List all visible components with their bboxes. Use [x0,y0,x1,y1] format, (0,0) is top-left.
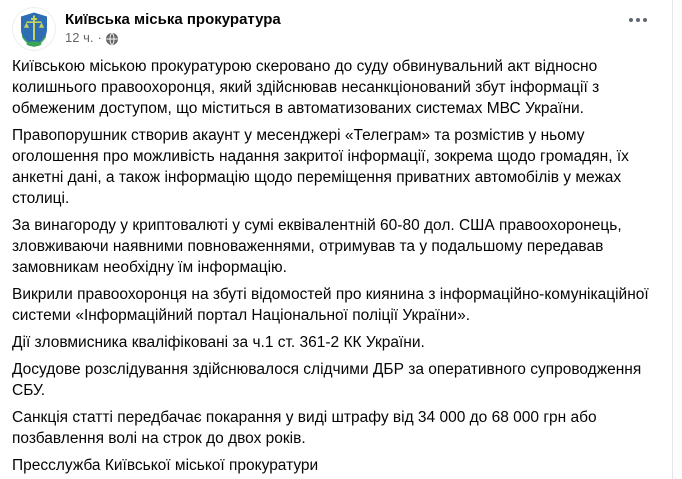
post-header [0,0,672,51]
meta-separator: · [97,30,102,45]
post-paragraph: Викрили правоохоронця на збуті відомостей про киянина з інформаційно-комунікаційної системи «Інформаційний портал Національної поліції України». [12,286,649,324]
post-meta [65,31,281,45]
ellipsis-icon [629,18,647,22]
post-paragraph: Санкція статті передбачає покарання у виді штрафу від 34 000 до 68 000 грн або позбавлення волі на строк до двох років. [12,409,597,447]
globe-icon [106,33,118,45]
post-paragraph: Правопорушник створив акаунт у месенджері «Телеграм» та розмістив у ньому оголошення про можливість надання закритої інформації, зокрема щодо громадян, їх анкетні дані, а також інформацію щодо переміщення приватних автомобілів у межах столиці. [12,127,629,207]
post-paragraph: Пресслужба Київської міської прокуратури [12,457,319,474]
post-menu-button[interactable] [625,12,651,28]
prosecutor-emblem-icon [12,7,56,51]
page-name-link[interactable]: Київська міська прокуратура [65,11,281,28]
post-paragraph: Досудове розслідування здійснювалося слідчими ДБР за оперативного супроводження СБУ. [12,361,642,399]
post-paragraph: Дії зловмисника кваліфіковані за ч.1 ст. 361-2 КК України. [12,334,425,351]
avatar[interactable] [12,7,56,51]
post-header-text [65,7,281,51]
post-paragraph: За винагороду у криптовалюті у сумі еквівалентній 60-80 дол. США правоохоронець, зловживаючи наявними повноваженнями, отримував та у подальшому передавав замовникам необхідну їм інформацію. [12,217,622,276]
post-body [0,51,672,476]
timestamp[interactable]: 12 ч. [65,30,94,45]
post-paragraph: Київською міською прокуратурою скеровано до суду обвинувальний акт відносно колишнього правоохоронця, який здійснював несанкціонований збут інформації з обмеженим доступом, що міститься в автоматизованих системах МВС України. [12,58,600,117]
